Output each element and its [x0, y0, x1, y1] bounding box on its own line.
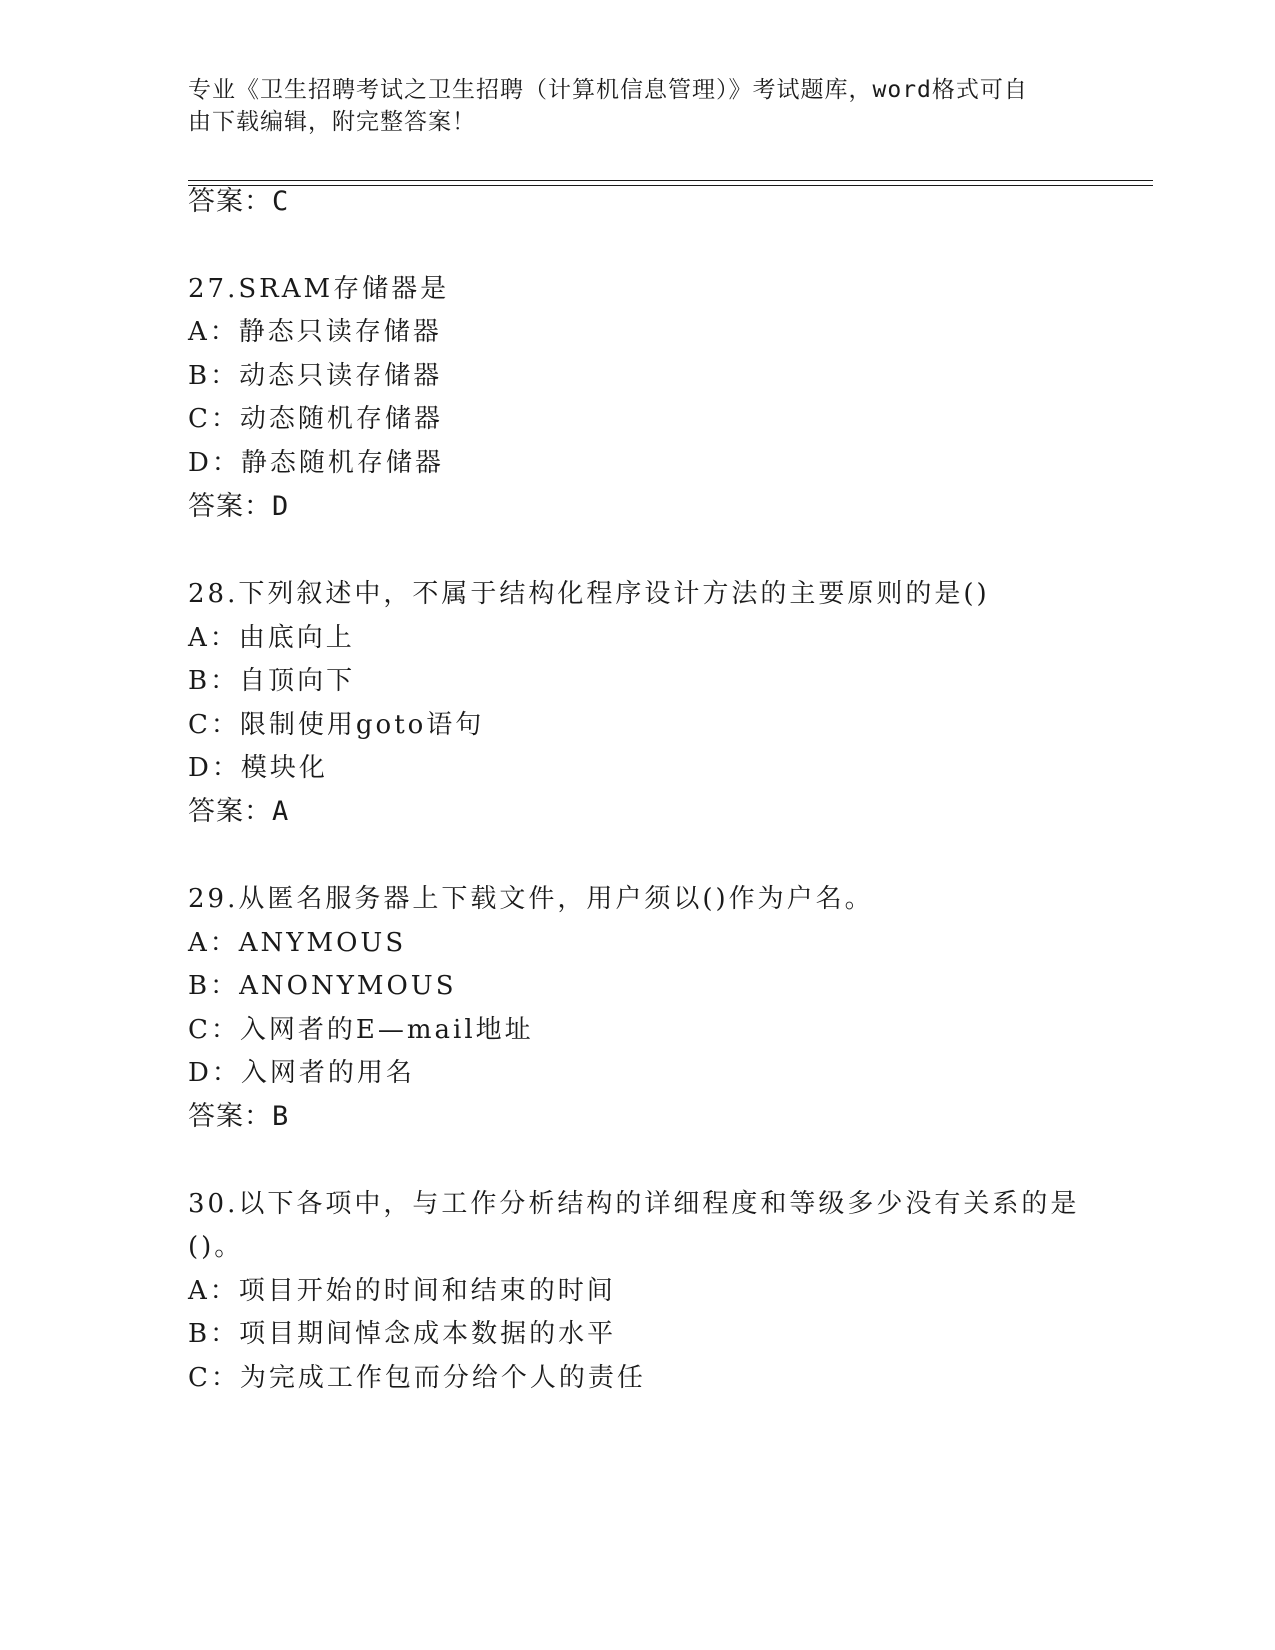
- header-line-1: 专业《卫生招聘考试之卫生招聘（计算机信息管理）》考试题库，word格式可自: [188, 77, 1028, 103]
- answer-line: [188, 796, 289, 828]
- answer-line: [188, 186, 289, 218]
- option-a: A：ANYMOUS: [188, 928, 407, 958]
- option-c: C：为完成工作包而分给个人的责任: [188, 1363, 646, 1393]
- header-divider-top: [188, 180, 1153, 181]
- option-d: D：静态随机存储器: [188, 448, 444, 478]
- answer-value: A: [272, 796, 290, 827]
- option-c: C：动态随机存储器: [188, 404, 443, 434]
- question-stem: 29.从匿名服务器上下载文件，用户须以()作为户名。: [188, 884, 874, 914]
- header-divider-bottom: [188, 185, 1153, 186]
- answer-label: 答案：: [188, 796, 272, 827]
- option-b: B：动态只读存储器: [188, 361, 443, 391]
- answer-value: D: [272, 491, 290, 522]
- option-d: D：模块化: [188, 753, 328, 783]
- option-b: B：ANONYMOUS: [188, 971, 457, 1001]
- answer-value: C: [272, 186, 290, 217]
- question-stem-continued: ()。: [188, 1232, 244, 1262]
- question-stem: 28.下列叙述中，不属于结构化程序设计方法的主要原则的是(): [188, 579, 990, 609]
- option-b: B：项目期间悼念成本数据的水平: [188, 1319, 617, 1349]
- document-header: [188, 74, 1088, 138]
- option-a: A：静态只读存储器: [188, 317, 442, 347]
- answer-line: [188, 1101, 289, 1133]
- answer-line: [188, 491, 289, 523]
- header-line-2: 由下载编辑，附完整答案！: [188, 109, 476, 135]
- question-stem: 27.SRAM存储器是: [188, 274, 450, 304]
- option-b: B：自顶向下: [188, 666, 356, 696]
- answer-label: 答案：: [188, 186, 272, 217]
- option-d: D：入网者的用名: [188, 1058, 415, 1088]
- option-a: A：项目开始的时间和结束的时间: [188, 1276, 616, 1306]
- option-a: A：由底向上: [188, 623, 355, 653]
- answer-value: B: [272, 1101, 290, 1132]
- question-stem: 30.以下各项中，与工作分析结构的详细程度和等级多少没有关系的是: [188, 1189, 1080, 1219]
- option-c: C：限制使用goto语句: [188, 710, 485, 740]
- option-c: C：入网者的E—mail地址: [188, 1015, 534, 1045]
- answer-label: 答案：: [188, 491, 272, 522]
- answer-label: 答案：: [188, 1101, 272, 1132]
